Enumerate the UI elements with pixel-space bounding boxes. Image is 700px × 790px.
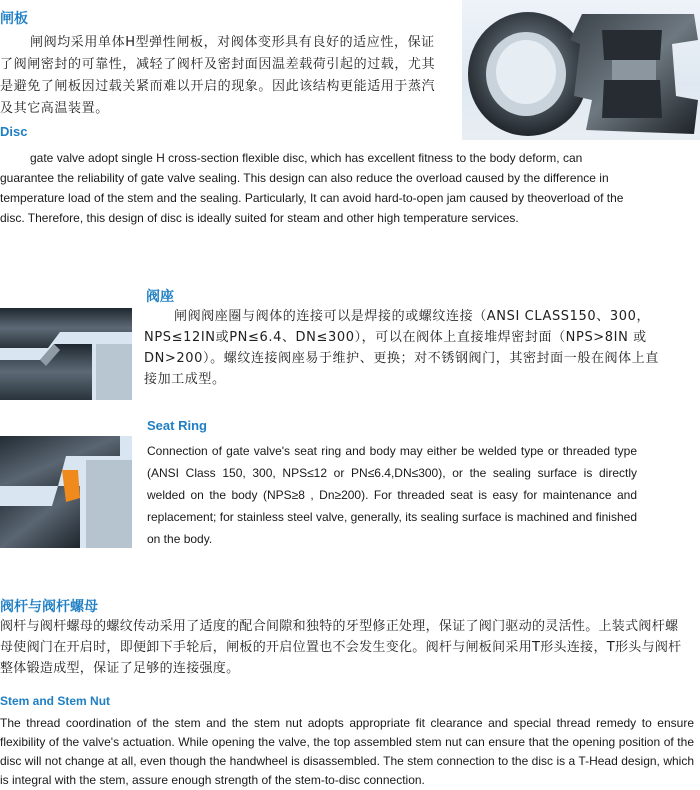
disc-paragraph-zh: 闸阀均采用单体H型弹性闸板，对阀体变形具有良好的适应性，保证了阀闸密封的可靠性，减轻了阀杆及密封面因温差载荷引起的过载，尤其是避免了闸板因过载关紧而难以开启的现象。因此该结构更能适用于蒸汽及其它高温装置。 — [0, 35, 436, 116]
disc-title-en: Disc — [0, 124, 28, 139]
seat-paragraph-zh: 闸阀阀座圈与阀体的连接可以是焊接的或螺纹连接（ANSI CLASS150、300，NPS≤12IN或PN≤6.4、DN≤300），可以在阀体上直接堆焊密封面（NPS>8IN 或DN>200）。螺纹连接阀座易于维护、更换；对不锈钢阀门，其密封面一般在阀体上直接加工成型。 — [144, 309, 659, 387]
stem-title-zh: 阀杆与阀杆螺母 — [0, 599, 98, 615]
seat-paragraph-en: Connection of gate valve's seat ring and body may either be welded type or threaded type (ANSI Class 150, 300, NPS≤12 or PN≤6.4,DN≤300), or the sealing surface is directly welded on the body (NPS≥8 , Dn≥200). For threaded seat is easy for maintenance and replacement; for stainless steel valve, generally, its sealing surface is machined and finished on the body. — [147, 444, 637, 546]
disc-paragraph-en: gate valve adopt single H cross-section flexible disc, which has excellent fitness to the body deform, can guarantee the reliability of gate valve sealing. This design can also reduce the overload caused by the difference in temperature load of the stem and the sealing. Particularly, It can avoid hard-to-open jam caused by theoverload of the disc. Therefore, this design of disc is ideally suited for steam and other high temperature services. — [0, 151, 624, 225]
seat-title-zh: 阀座 — [146, 289, 174, 305]
seat-title-en: Seat Ring — [147, 418, 207, 433]
seat-illustration-bottom — [0, 436, 132, 548]
seat-illustration-top — [0, 308, 132, 400]
disc-title-zh: 闸板 — [0, 11, 28, 27]
stem-title-en: Stem and Stem Nut — [0, 694, 111, 708]
stem-paragraph-zh: 阀杆与阀杆螺母的螺纹传动采用了适度的配合间隙和独特的牙型修正处理，保证了阀门驱动的灵活性。上装式阀杆螺母使阀门在开启时，即便卸下手轮后，闸板的开启位置也不会发生变化。阀杆与闸板间采用T形头连接，T形头与阀杆整体锻造成型，保证了足够的连接强度。 — [0, 619, 682, 676]
disc-photo — [462, 0, 700, 140]
stem-paragraph-en: The thread coordination of the stem and the stem nut adopts appropriate fit clearance and special thread remedy to ensure flexibility of the valve's actuation. While opening the valve, the top assembled stem nut can ensure that the opening position of the disc will not change at all, even though the handwheel is disassembled. The stem connection to the disc is a T-Head design, which is integral with the stem, assure enough strength of the stem-to-disc connection. — [0, 716, 694, 787]
